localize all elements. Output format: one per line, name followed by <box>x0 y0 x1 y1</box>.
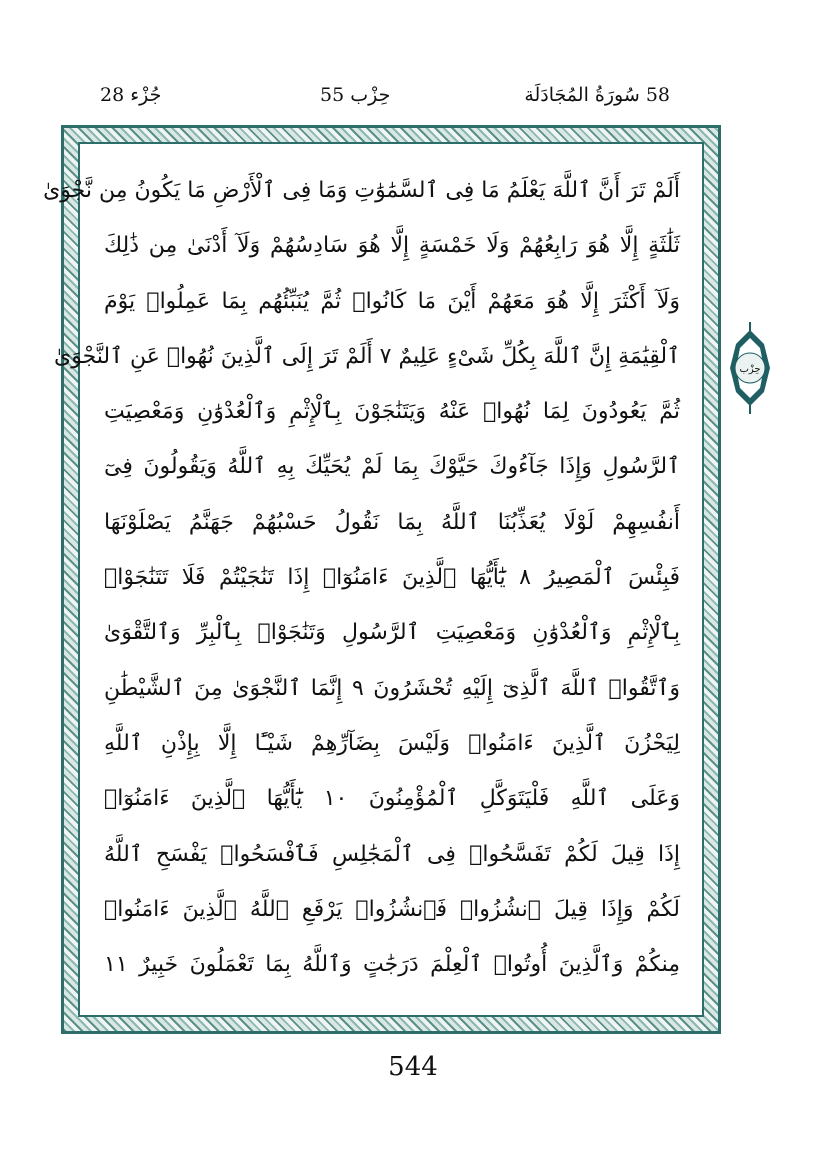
hizb-label: حِزْب 55 <box>320 84 391 106</box>
hizb-marker-icon <box>726 322 774 414</box>
text-line: وَعَلَى ٱللَّهِ فَلْيَتَوَكَّلِ ٱلْمُؤْمِنُونَ ١٠ يَٰٓأَيُّهَا ٱلَّذِينَ ءَامَنُوٓا۟ <box>104 786 681 812</box>
quran-text-block <box>43 163 681 993</box>
hizb-marker-label: حِزْب <box>739 364 761 375</box>
page-header <box>100 84 670 114</box>
text-line: إِذَا قِيلَ لَكُمْ تَفَسَّحُوا۟ فِى ٱلْمَجَٰلِسِ فَٱفْسَحُوا۟ يَفْسَحِ ٱللَّهُ <box>104 841 680 867</box>
text-line: لِيَحْزُنَ ٱلَّذِينَ ءَامَنُوا۟ وَلَيْسَ بِضَآرِّهِمْ شَيْـًٔا إِلَّا بِإِذْنِ ٱللَّهِ <box>104 730 680 756</box>
text-line: أَنفُسِهِمْ لَوْلَا يُعَذِّبُنَا ٱللَّهُ بِمَا نَقُولُ حَسْبُهُمْ جَهَنَّمُ يَصْلَوْنَهَا <box>104 509 680 535</box>
text-line: وَلَآ أَكْثَرَ إِلَّا هُوَ مَعَهُمْ أَيْنَ مَا كَانُوا۟ ثُمَّ يُنَبِّئُهُم بِمَا عَمِلُوا۟ يَوْمَ <box>104 288 680 314</box>
text-line: ثُمَّ يَعُودُونَ لِمَا نُهُوا۟ عَنْهُ وَيَتَنَٰجَوْنَ بِٱلْإِثْمِ وَٱلْعُدْوَٰنِ وَمَعْصِيَتِ <box>104 399 680 425</box>
text-line: ٱلرَّسُولِ وَإِذَا جَآءُوكَ حَيَّوْكَ بِمَا لَمْ يُحَيِّكَ بِهِ ٱللَّهُ وَيَقُولُونَ فِىٓ <box>104 454 680 480</box>
text-line: وَٱتَّقُوا۟ ٱللَّهَ ٱلَّذِىٓ إِلَيْهِ تُحْشَرُونَ ٩ إِنَّمَا ٱلنَّجْوَىٰ مِنَ ٱلشَّيْطَٰنِ <box>104 675 680 701</box>
text-line: بِٱلْإِثْمِ وَٱلْعُدْوَٰنِ وَمَعْصِيَتِ ٱلرَّسُولِ وَتَنَٰجَوْا۟ بِٱلْبِرِّ وَٱلتَّقْوَىٰ <box>104 620 680 646</box>
surah-label: 58 سُورَةُ المُجَادَلَة <box>524 84 670 106</box>
text-line: مِنكُمْ وَٱلَّذِينَ أُوتُوا۟ ٱلْعِلْمَ دَرَجَٰتٍ وَٱللَّهُ بِمَا تَعْمَلُونَ خَبِيرٌ ١١ <box>104 952 680 978</box>
text-line: أَلَمْ تَرَ أَنَّ ٱللَّهَ يَعْلَمُ مَا فِى ٱلسَّمَٰوَٰتِ وَمَا فِى ٱلْأَرْضِ مَا يَكُونُ مِن نَّجْوَىٰ <box>43 178 680 203</box>
page-number: 544 <box>388 1052 438 1082</box>
text-line: فَبِئْسَ ٱلْمَصِيرُ ٨ يَٰٓأَيُّهَا ٱلَّذِينَ ءَامَنُوٓا۟ إِذَا تَنَٰجَيْتُمْ فَلَا تَتَنَٰجَوْا۟ <box>104 565 680 591</box>
text-line: ٱلْقِيَٰمَةِ إِنَّ ٱللَّهَ بِكُلِّ شَىْءٍ عَلِيمٌ ٧ أَلَمْ تَرَ إِلَى ٱلَّذِينَ نُهُوا۟ عَنِ ٱلنَّجْوَىٰ <box>53 343 680 369</box>
text-line: ثَلَٰثَةٍ إِلَّا هُوَ رَابِعُهُمْ وَلَا خَمْسَةٍ إِلَّا هُوَ سَادِسُهُمْ وَلَآ أَدْنَىٰ مِن ذَٰلِكَ <box>104 233 680 259</box>
juz-label: جُزْء 28 <box>100 84 162 106</box>
text-line: لَكُمْ وَإِذَا قِيلَ ٱنشُزُوا۟ فَٱنشُزُوا۟ يَرْفَعِ ٱللَّهُ ٱلَّذِينَ ءَامَنُوا۟ <box>104 896 680 922</box>
